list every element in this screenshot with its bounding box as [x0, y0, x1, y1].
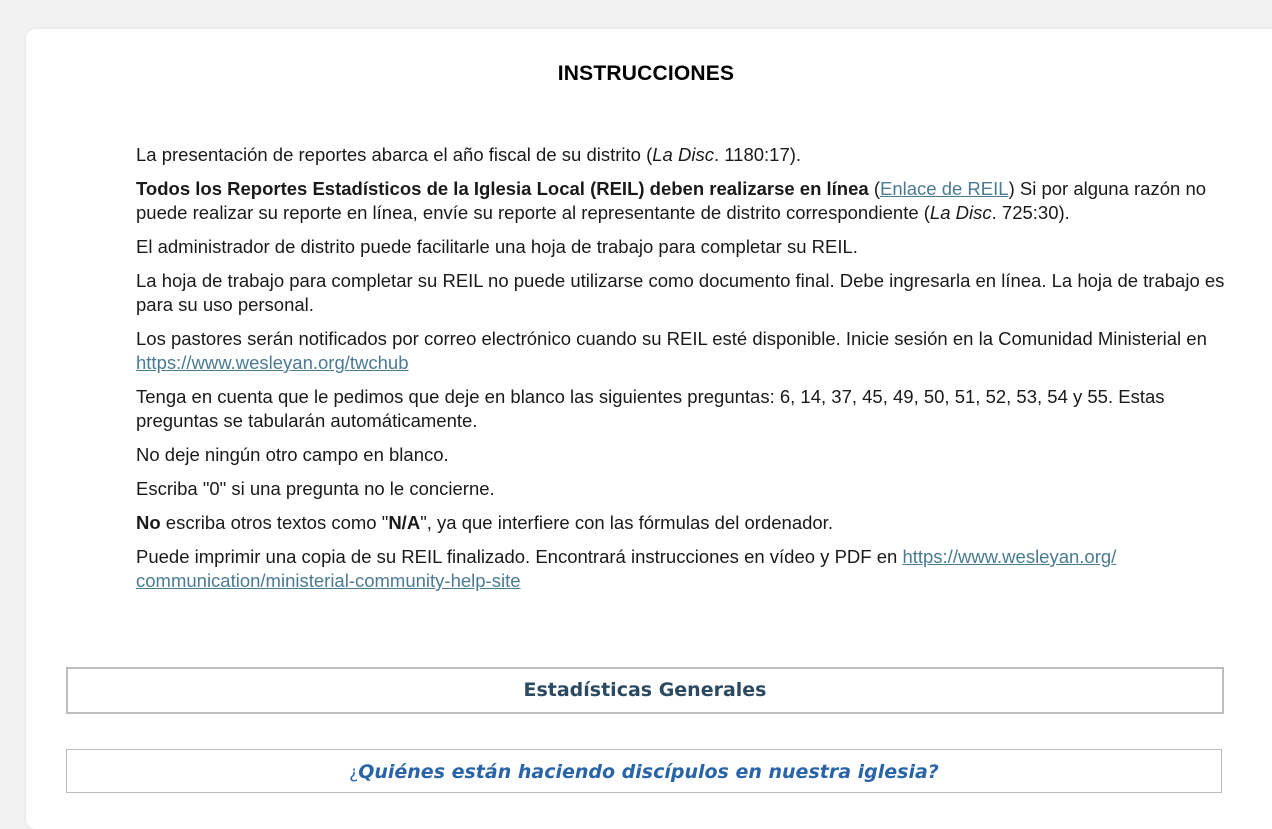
- disc-reference: La Disc: [652, 144, 714, 165]
- twchub-link[interactable]: https://www.wesleyan.org/twchub: [136, 352, 409, 373]
- instruction-zero: Escriba "0" si una pregunta no le concierne.: [136, 478, 495, 499]
- instruction-no-text: [136, 511, 1226, 535]
- disc-reference: La Disc: [929, 202, 992, 223]
- instruction-no-blank: No deje ningún otro campo en blanco.: [136, 444, 449, 465]
- instructions-list: [136, 143, 1226, 603]
- section-disciples-label: Quiénes están haciendo discípulos en nuestra iglesia?: [358, 761, 939, 783]
- help-site-link[interactable]: https://www.wesleyan.org/ communication/ministerial-community-help-site: [136, 546, 1117, 591]
- text: (: [868, 178, 880, 199]
- text: Puede imprimir una copia de su REIL finalizado. Encontrará instrucciones en vídeo y PDF en: [136, 546, 903, 567]
- text: . 1180:17).: [713, 144, 802, 165]
- instruction-print: [136, 545, 1226, 593]
- question-mark: ¿: [349, 763, 359, 783]
- instruction-fiscal-year: [136, 143, 1226, 167]
- text: . 725:30).: [991, 202, 1070, 223]
- bold-text: No: [136, 512, 161, 533]
- instruction-online: [136, 177, 1226, 225]
- bold-text: N/A: [388, 512, 421, 533]
- instructions-card: [26, 29, 1272, 829]
- text: escriba otros textos como ": [160, 512, 389, 533]
- section-disciples[interactable]: [66, 749, 1222, 793]
- instruction-worksheet-use: La hoja de trabajo para completar su REIL no puede utilizarse como documento final. Debe ingresarla en línea. La hoja de trabajo es para su uso personal.: [136, 270, 1225, 315]
- text: La presentación de reportes abarca el año fiscal de su distrito (: [136, 144, 653, 165]
- reil-link[interactable]: Enlace de REIL: [880, 178, 1009, 199]
- text: Los pastores serán notificados por correo electrónico cuando su REIL esté disponible. Inicie sesión en la Comunidad Ministerial en: [136, 328, 1207, 349]
- instruction-notification: [136, 327, 1226, 375]
- text: ) Si por alguna razón no puede realizar su reporte en línea, envíe su reporte al representante de distrito correspondiente (: [136, 178, 1207, 223]
- instruction-blank-questions: Tenga en cuenta que le pedimos que deje en blanco las siguientes preguntas: 6, 14, 37, 45, 49, 50, 51, 52, 53, 54 y 55. Estas preguntas se tabularán automáticamente.: [136, 386, 1165, 431]
- page-title: INSTRUCCIONES: [557, 62, 735, 85]
- bold-text: Todos los Reportes Estadísticos de la Iglesia Local (REIL) deben realizarse en línea: [136, 178, 869, 199]
- text: ", ya que interfiere con las fórmulas del ordenador.: [420, 512, 833, 533]
- instruction-worksheet: El administrador de distrito puede facilitarle una hoja de trabajo para completar su REIL.: [136, 236, 858, 257]
- section-general-statistics[interactable]: Estadísticas Generales: [66, 667, 1224, 714]
